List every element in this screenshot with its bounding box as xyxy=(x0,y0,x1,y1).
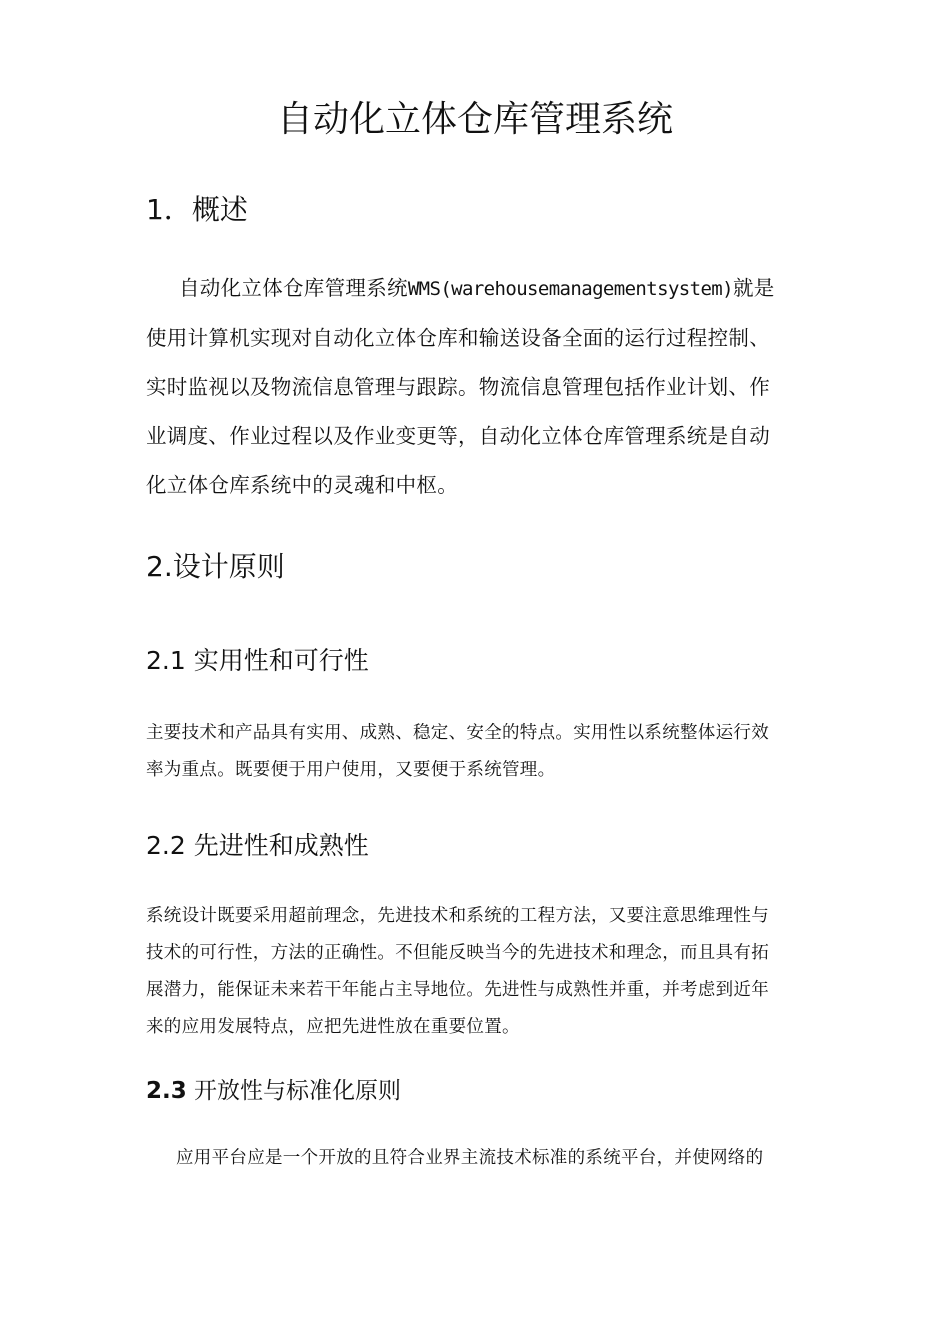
section-heading-advancement: 2.2 先进性和成熟性 xyxy=(146,831,369,860)
advancement-line-3: 展潜力，能保证未来若干年能占主导地位。先进性与成熟性并重，并考虑到近年 xyxy=(146,980,769,1000)
advancement-line-2: 技术的可行性，方法的正确性。不但能反映当今的先进技术和理念，而且具有拓 xyxy=(146,943,769,963)
overview-line-4: 业调度、作业过程以及作业变更等，自动化立体仓库管理系统是自动 xyxy=(146,424,770,448)
practicality-paragraph xyxy=(146,715,806,789)
openness-heading-text: 开放性与标准化原则 xyxy=(186,1078,402,1104)
openness-line-1: 应用平台应是一个开放的且符合业界主流技术标准的系统平台，并使网络的 xyxy=(176,1148,764,1168)
overview-line-2: 使用计算机实现对自动化立体仓库和输送设备全面的运行过程控制、 xyxy=(146,326,770,350)
section-heading-openness xyxy=(146,1074,401,1108)
section-heading-design-principles: 2.设计原则 xyxy=(146,550,285,583)
document-title: 自动化立体仓库管理系统 xyxy=(276,99,673,140)
section-heading-overview: 1．概述 xyxy=(146,193,248,226)
section-heading-practicality: 2.1 实用性和可行性 xyxy=(146,646,369,675)
overview-paragraph xyxy=(146,264,806,510)
practicality-line-2: 率为重点。既要便于用户使用，又要便于系统管理。 xyxy=(146,760,556,780)
advancement-line-1: 系统设计既要采用超前理念，先进技术和系统的工程方法，又要注意思维理性与 xyxy=(146,906,769,926)
wms-code-text: WMS(warehousemanagementsystem) xyxy=(407,278,733,300)
overview-line-1: 自动化立体仓库管理系统WMS(warehousemanagementsystem)就是 xyxy=(179,276,775,300)
advancement-line-4: 来的应用发展特点，应把先进性放在重要位置。 xyxy=(146,1017,520,1037)
practicality-line-1: 主要技术和产品具有实用、成熟、稳定、安全的特点。实用性以系统整体运行效 xyxy=(146,723,769,743)
openness-heading-number: 2.3 xyxy=(146,1078,187,1104)
overview-line-5: 化立体仓库系统中的灵魂和中枢。 xyxy=(146,473,458,497)
advancement-paragraph xyxy=(146,898,806,1046)
openness-paragraph xyxy=(146,1140,806,1177)
overview-line-3: 实时监视以及物流信息管理与跟踪。物流信息管理包括作业计划、作 xyxy=(146,375,770,399)
